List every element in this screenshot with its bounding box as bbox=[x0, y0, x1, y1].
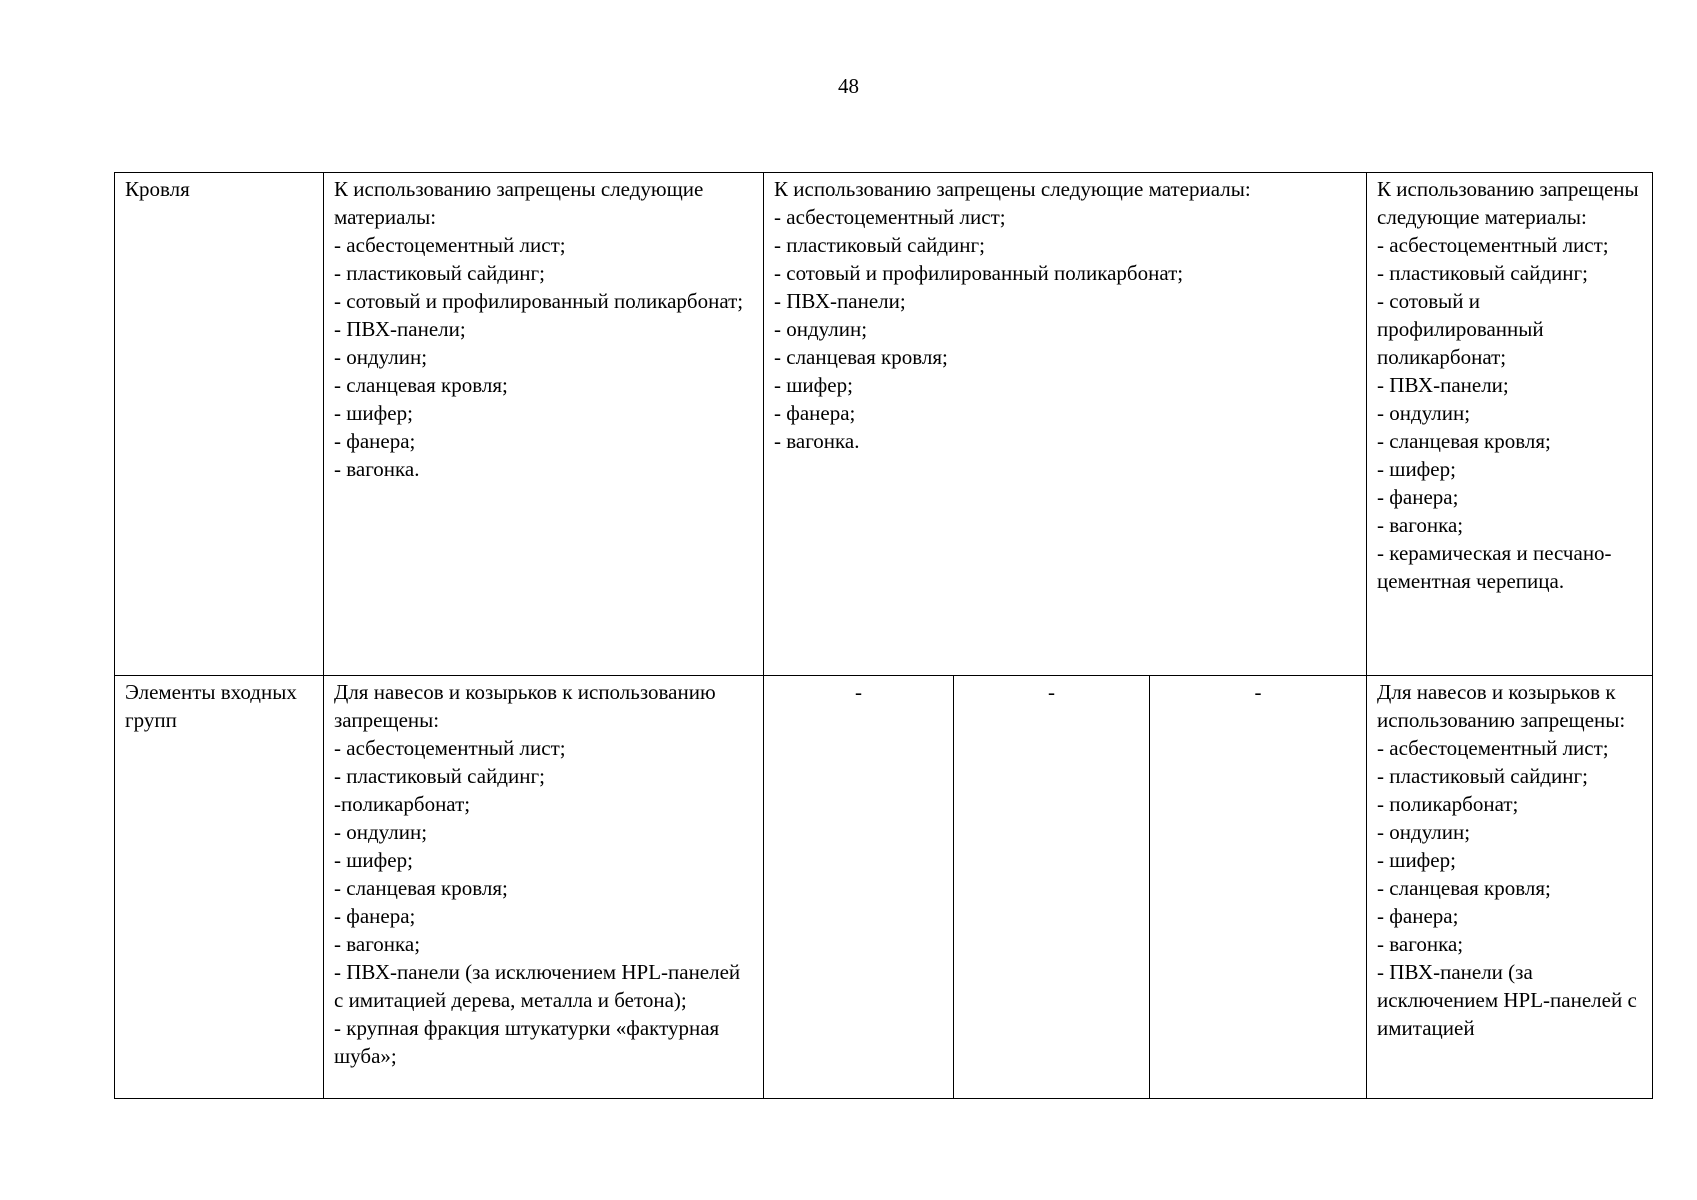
cell-roof-col2: К использованию запрещены следующие материалы: - асбестоцементный лист; - пластиковый сайдинг; - сотовый и профилированный поликарбонат; - ПВХ-панели; - ондулин; - сланцевая кровля; - шифер; - фанера; - вагонка. bbox=[764, 173, 1367, 676]
cell-entry-dash-c: - bbox=[1150, 676, 1367, 1099]
row-label-roof: Кровля bbox=[115, 173, 324, 676]
page-number: 48 bbox=[838, 74, 859, 98]
table-row bbox=[115, 676, 1653, 1099]
cell-roof-col3: К использованию запрещены следующие материалы: - асбестоцементный лист; - пластиковый сайдинг; - сотовый и профилированный поликарбонат; - ПВХ-панели; - ондулин; - сланцевая кровля; - шифер; - фанера; - вагонка; - керамическая и песчано-цементная черепица. bbox=[1367, 173, 1653, 676]
row-label-entry-groups: Элементы входных групп bbox=[115, 676, 324, 1099]
table-row bbox=[115, 173, 1653, 676]
cell-entry-col1: Для навесов и козырьков к использованию запрещены: - асбестоцементный лист; - пластиковый сайдинг; -поликарбонат; - ондулин; - шифер; - сланцевая кровля; - фанера; - вагонка; - ПВХ-панели (за исключением HPL-панелей с имитацией дерева, металла и бетона); - крупная фракция штукатурки «фактурная шуба»; bbox=[324, 676, 764, 1099]
cell-entry-col3: Для навесов и козырьков к использованию запрещены: - асбестоцементный лист; - пластиковый сайдинг; - поликарбонат; - ондулин; - шифер; - сланцевая кровля; - фанера; - вагонка; - ПВХ-панели (за исключением HPL-панелей с имитацией bbox=[1367, 676, 1653, 1099]
cell-roof-col1: К использованию запрещены следующие материалы: - асбестоцементный лист; - пластиковый сайдинг; - сотовый и профилированный поликарбонат; - ПВХ-панели; - ондулин; - сланцевая кровля; - шифер; - фанера; - вагонка. bbox=[324, 173, 764, 676]
cell-entry-dash-a: - bbox=[764, 676, 954, 1099]
cell-entry-dash-b: - bbox=[954, 676, 1150, 1099]
materials-table bbox=[114, 172, 1653, 1099]
